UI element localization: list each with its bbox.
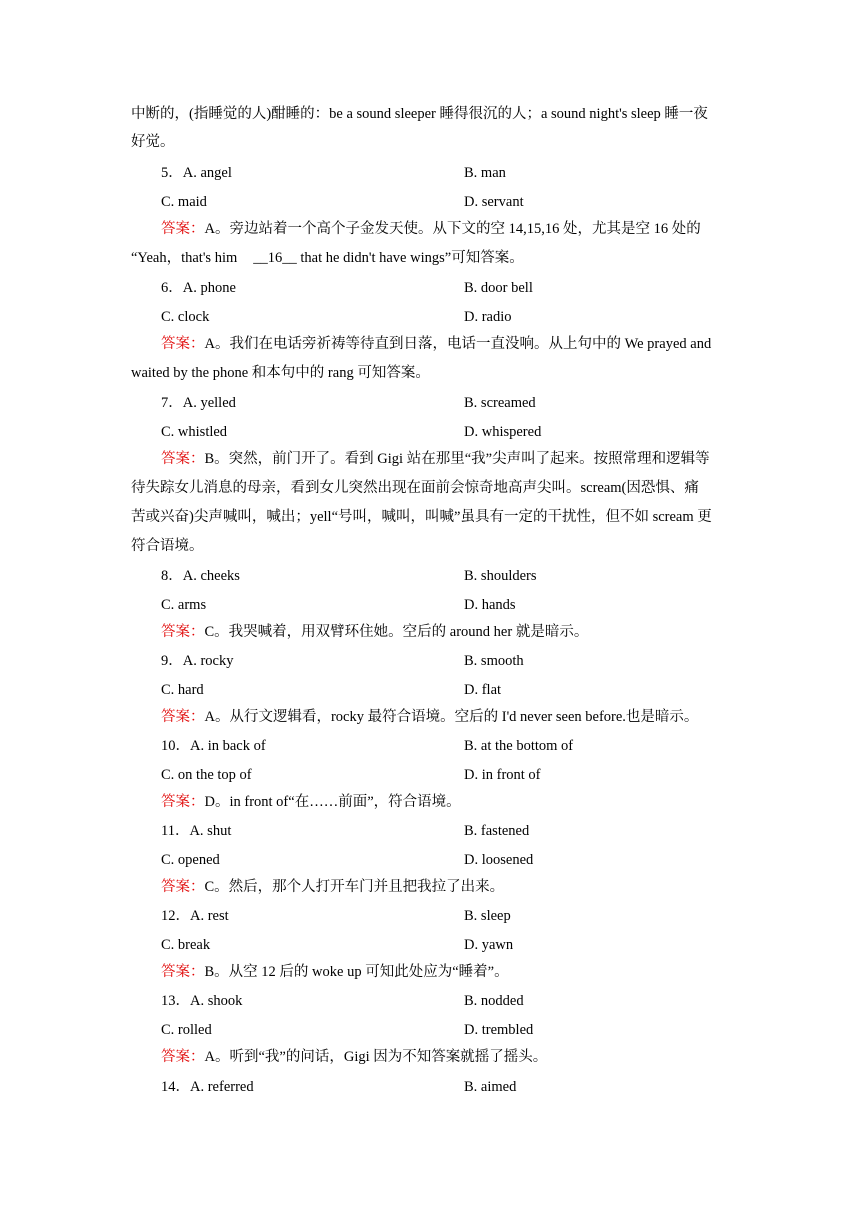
- q5-option-d: D. servant: [464, 194, 524, 210]
- q9-option-b: B. smooth: [464, 653, 524, 669]
- q7-answer-text: B。突然，前门开了。看到 Gigi 站在那里“我”尖声叫了起来。按照常理和逻辑等: [204, 451, 710, 467]
- q10-option-a: 10．A. in back of: [161, 738, 266, 754]
- q13-option-a: 13．A. shook: [161, 993, 243, 1009]
- q14-option-a: 14．A. referred: [161, 1079, 254, 1095]
- q8-answer-text: C。我哭喊着，用双臂环住她。空后的 around her 就是暗示。: [204, 624, 589, 640]
- q6-option-c: C. clock: [161, 309, 210, 325]
- q7-option-d: D. whispered: [464, 424, 542, 440]
- q12-option-c: C. break: [161, 937, 211, 953]
- q9-option-a: 9．A. rocky: [161, 653, 234, 669]
- q8-answer-line-1: [161, 622, 588, 642]
- q10-option-b: B. at the bottom of: [464, 738, 574, 754]
- q9-option-c: C. hard: [161, 682, 204, 698]
- q14-option-b: B. aimed: [464, 1079, 517, 1095]
- answer-label: 答案：: [161, 709, 205, 725]
- q12-option-d: D. yawn: [464, 937, 514, 953]
- q11-option-b: B. fastened: [464, 823, 530, 839]
- q12-option-a: 12．A. rest: [161, 908, 229, 924]
- q7-option-c: C. whistled: [161, 424, 228, 440]
- q8-option-c: C. arms: [161, 597, 207, 613]
- q11-answer-text: C。然后，那个人打开车门并且把我拉了出来。: [204, 879, 505, 895]
- q5-answer-tail: that he didn't have wings”可知答案。: [296, 250, 524, 266]
- q5-option-b: B. man: [464, 165, 506, 181]
- q10-answer-line-1: [161, 792, 461, 812]
- q5-answer-line-1: [161, 219, 701, 239]
- answer-label: 答案：: [161, 221, 205, 237]
- intro-line-2: 好觉。: [131, 134, 175, 150]
- q6-answer-line-2: waited by the phone 和本句中的 rang 可知答案。: [131, 365, 430, 381]
- q9-answer-text: A。从行文逻辑看，rocky 最符合语境。空后的 I'd never seen before.也是暗示。: [204, 709, 699, 725]
- q11-option-a: 11．A. shut: [161, 823, 232, 839]
- q6-option-d: D. radio: [464, 309, 512, 325]
- q5-option-a: 5．A. angel: [161, 165, 232, 181]
- answer-label: 答案：: [161, 451, 205, 467]
- q10-option-d: D. in front of: [464, 767, 541, 783]
- answer-label: 答案：: [161, 879, 205, 895]
- answer-label: 答案：: [161, 336, 205, 352]
- q7-option-a: 7．A. yelled: [161, 395, 236, 411]
- q7-answer-line-2: 待失踪女儿消息的母亲，看到女儿突然出现在面前会惊奇地高声尖叫。scream(因恐惧、痛: [131, 480, 699, 496]
- q12-answer-text: B。从空 12 后的 woke up 可知此处应为“睡着”。: [204, 964, 509, 980]
- answer-label: 答案：: [161, 964, 205, 980]
- q5-answer-blank: __16__: [253, 250, 297, 266]
- q12-option-b: B. sleep: [464, 908, 511, 924]
- q5-option-c: C. maid: [161, 194, 207, 210]
- q9-option-d: D. flat: [464, 682, 502, 698]
- q11-option-c: C. opened: [161, 852, 220, 868]
- q7-option-b: B. screamed: [464, 395, 536, 411]
- q5-answer-quote: “Yeah，that's him: [131, 250, 238, 266]
- q13-answer-line-1: [161, 1047, 547, 1067]
- q8-option-a: 8．A. cheeks: [161, 568, 240, 584]
- answer-label: 答案：: [161, 624, 205, 640]
- q10-answer-text: D。in front of“在……前面”，符合语境。: [204, 794, 461, 810]
- q5-answer-text: A。旁边站着一个高个子金发天使。从下文的空 14,15,16 处，尤其是空 16 处的: [204, 221, 701, 237]
- answer-label: 答案：: [161, 794, 205, 810]
- q6-option-b: B. door bell: [464, 280, 533, 296]
- q7-answer-line-4: 符合语境。: [131, 538, 204, 554]
- q13-answer-text: A。听到“我”的问话，Gigi 因为不知答案就摇了摇头。: [204, 1049, 548, 1065]
- q6-answer-text: A。我们在电话旁祈祷等待直到日落，电话一直没响。从上句中的 We prayed and: [204, 336, 712, 352]
- q12-answer-line-1: [161, 962, 509, 982]
- q11-option-d: D. loosened: [464, 852, 534, 868]
- intro-line-1: 中断的，(指睡觉的人)酣睡的：be a sound sleeper 睡得很沉的人；a sound night's sleep 睡一夜: [131, 106, 708, 122]
- q13-option-b: B. nodded: [464, 993, 524, 1009]
- answer-label: 答案：: [161, 1049, 205, 1065]
- q7-answer-line-1: [161, 449, 710, 469]
- q6-answer-line-1: [161, 334, 711, 354]
- q13-option-d: D. trembled: [464, 1022, 534, 1038]
- q9-answer-line-1: [161, 707, 698, 727]
- q5-answer-line-2: [131, 248, 524, 268]
- q13-option-c: C. rolled: [161, 1022, 212, 1038]
- q8-option-b: B. shoulders: [464, 568, 537, 584]
- q8-option-d: D. hands: [464, 597, 516, 613]
- q6-option-a: 6．A. phone: [161, 280, 236, 296]
- q10-option-c: C. on the top of: [161, 767, 252, 783]
- q11-answer-line-1: [161, 877, 504, 897]
- q7-answer-line-3: 苦或兴奋)尖声喊叫，喊出；yell“号叫，喊叫，叫喊”虽具有一定的干扰性，但不如 scream 更: [131, 509, 712, 525]
